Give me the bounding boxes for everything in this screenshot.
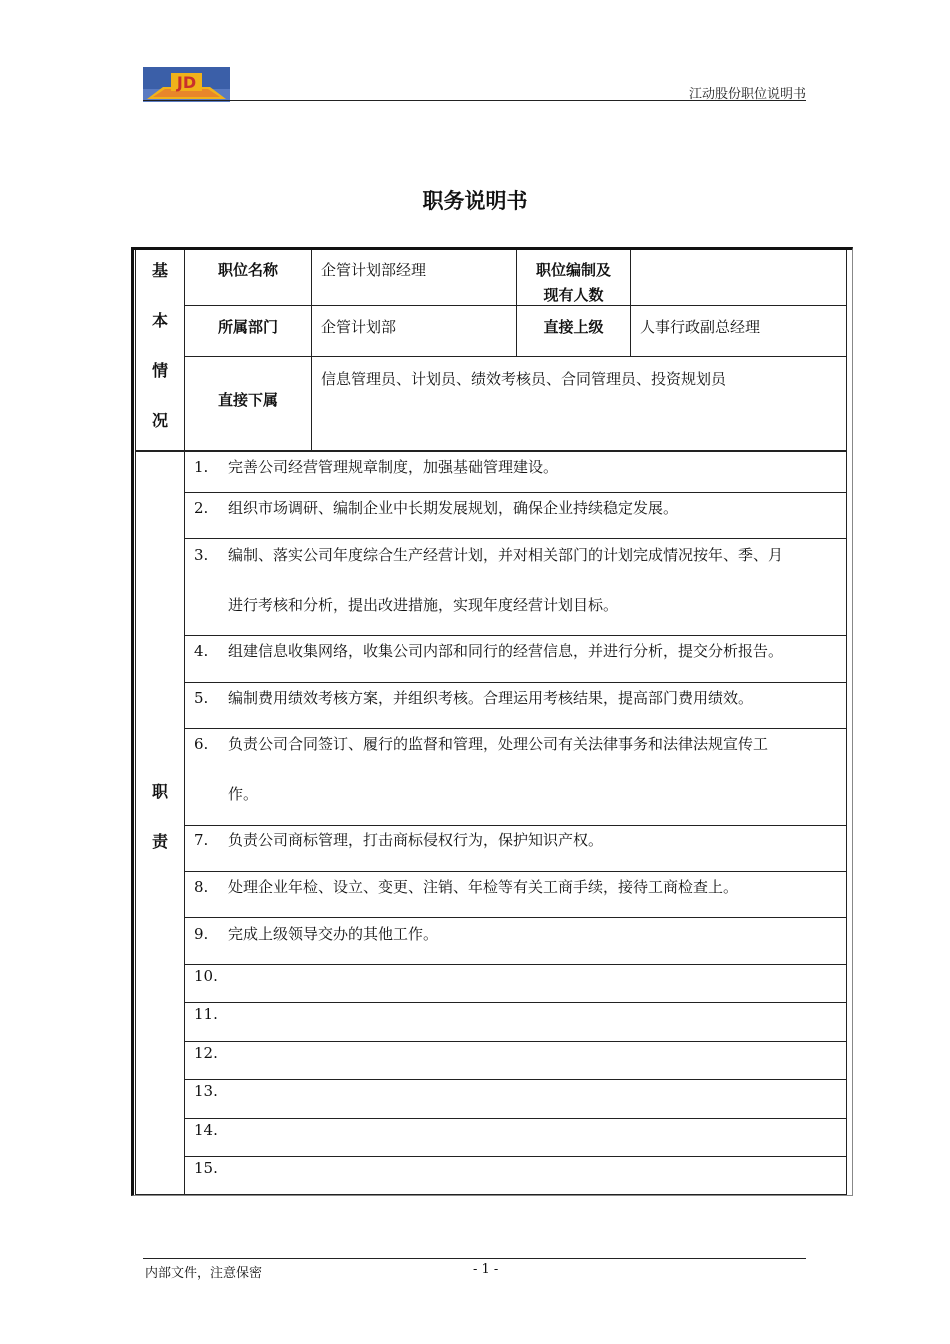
basic-info-section-char: 本	[151, 311, 168, 330]
duty-number: 1.	[194, 458, 209, 476]
duty-text: 完善公司经营管理规章制度，加强基础管理建设。	[228, 458, 559, 476]
duty-number: 8.	[194, 878, 209, 896]
duty-item	[194, 1004, 228, 1024]
duty-number: 3.	[194, 546, 209, 564]
duty-row-divider	[184, 871, 846, 872]
duty-item	[194, 1043, 228, 1063]
basic-info-section-char: 情	[151, 361, 168, 380]
duty-row-divider	[184, 917, 846, 918]
duty-number: 15.	[194, 1159, 218, 1177]
duties-section-char: 责	[151, 832, 168, 851]
duty-row-divider	[184, 825, 846, 826]
duty-number: 5.	[194, 689, 209, 707]
svg-text:JD: JD	[176, 73, 197, 92]
duty-text: 负责公司合同签订、履行的监督和管理，处理公司有关法律事务和法律法规宣传工	[228, 735, 769, 753]
supervisor-value: 人事行政副总经理	[640, 318, 761, 336]
duty-row-divider	[184, 492, 846, 493]
position-name-value: 企管计划部经理	[321, 261, 427, 279]
table-column-divider	[311, 250, 312, 451]
duty-number: 4.	[194, 642, 209, 660]
duty-item-continuation	[194, 784, 258, 804]
duty-number: 7.	[194, 831, 209, 849]
duty-item	[194, 1081, 228, 1101]
table-bottom-border	[135, 1194, 846, 1195]
duty-row-divider	[184, 538, 846, 539]
duty-item	[194, 498, 678, 518]
supervisor-label: 直接上级	[543, 318, 604, 336]
page-title: 职务说明书	[422, 189, 528, 213]
table-row-divider	[184, 305, 846, 306]
duty-number: 2.	[194, 499, 209, 517]
basic-info-section-char: 况	[151, 411, 168, 430]
duty-row-divider	[184, 1041, 846, 1042]
duty-text: 负责公司商标管理，打击商标侵权行为，保护知识产权。	[228, 831, 604, 849]
duty-row-divider	[184, 1156, 846, 1157]
duty-item	[194, 641, 783, 661]
duty-text: 完成上级领导交办的其他工作。	[228, 925, 439, 943]
table-row-divider	[184, 356, 846, 357]
duty-number: 6.	[194, 735, 209, 753]
duty-row-divider	[184, 1079, 846, 1080]
document-series-title: 江动股份职位说明书	[688, 87, 806, 102]
department-value: 企管计划部	[321, 318, 397, 336]
duty-item	[194, 830, 603, 850]
duty-text: 编制、落实公司年度综合生产经营计划，并对相关部门的计划完成情况按年、季、月	[228, 546, 784, 564]
duty-row-divider	[184, 635, 846, 636]
duty-number: 9.	[194, 925, 209, 943]
duty-row-divider	[184, 728, 846, 729]
duty-item	[194, 734, 768, 754]
header-divider	[143, 100, 806, 101]
duty-item	[194, 966, 228, 986]
position-name-label: 职位名称	[217, 261, 278, 279]
section-divider	[135, 450, 846, 452]
duty-text: 组织市场调研、编制企业中长期发展规划，确保企业持续稳定发展。	[228, 499, 679, 517]
duty-item	[194, 1158, 228, 1178]
duty-number: 10.	[194, 967, 218, 985]
duty-number: 11.	[194, 1005, 218, 1023]
duty-item	[194, 545, 783, 565]
duty-item	[194, 457, 558, 477]
confidentiality-notice: 内部文件，注意保密	[145, 1266, 263, 1281]
company-logo	[143, 67, 230, 102]
duty-text-continuation: 作。	[228, 785, 259, 803]
duty-row-divider	[184, 964, 846, 965]
headcount-label: 职位编制及	[535, 261, 611, 279]
duty-item-continuation	[194, 595, 618, 615]
headcount-label-line2: 现有人数	[543, 286, 604, 304]
duty-number: 12.	[194, 1044, 218, 1062]
duty-item	[194, 877, 738, 897]
basic-info-section-char: 基	[151, 261, 168, 280]
duty-row-divider	[184, 1002, 846, 1003]
footer-divider	[143, 1258, 806, 1259]
duty-text: 处理企业年检、设立、变更、注销、年检等有关工商手续，接待工商检查上。	[228, 878, 739, 896]
table-inner-right-border	[846, 250, 847, 1195]
table-column-divider	[630, 250, 631, 356]
duty-item	[194, 1120, 228, 1140]
duty-text: 组建信息收集网络，收集公司内部和同行的经营信息，并进行分析，提交分析报告。	[228, 642, 784, 660]
page-number: - 1 -	[473, 1262, 499, 1277]
duties-section-char: 职	[151, 782, 168, 801]
duty-text: 编制费用绩效考核方案，并组织考核。合理运用考核结果，提高部门费用绩效。	[228, 689, 754, 707]
duty-number: 13.	[194, 1082, 218, 1100]
subordinates-label: 直接下属	[217, 391, 278, 409]
department-label: 所属部门	[217, 318, 278, 336]
duty-item	[194, 688, 753, 708]
duty-text-continuation: 进行考核和分析，提出改进措施，实现年度经营计划目标。	[228, 596, 619, 614]
duty-item	[194, 924, 438, 944]
duty-number: 14.	[194, 1121, 218, 1139]
table-inner-left-border	[135, 250, 136, 1195]
duty-row-divider	[184, 682, 846, 683]
subordinates-value: 信息管理员、计划员、绩效考核员、合同管理员、投资规划员	[321, 370, 727, 388]
duty-row-divider	[184, 1118, 846, 1119]
